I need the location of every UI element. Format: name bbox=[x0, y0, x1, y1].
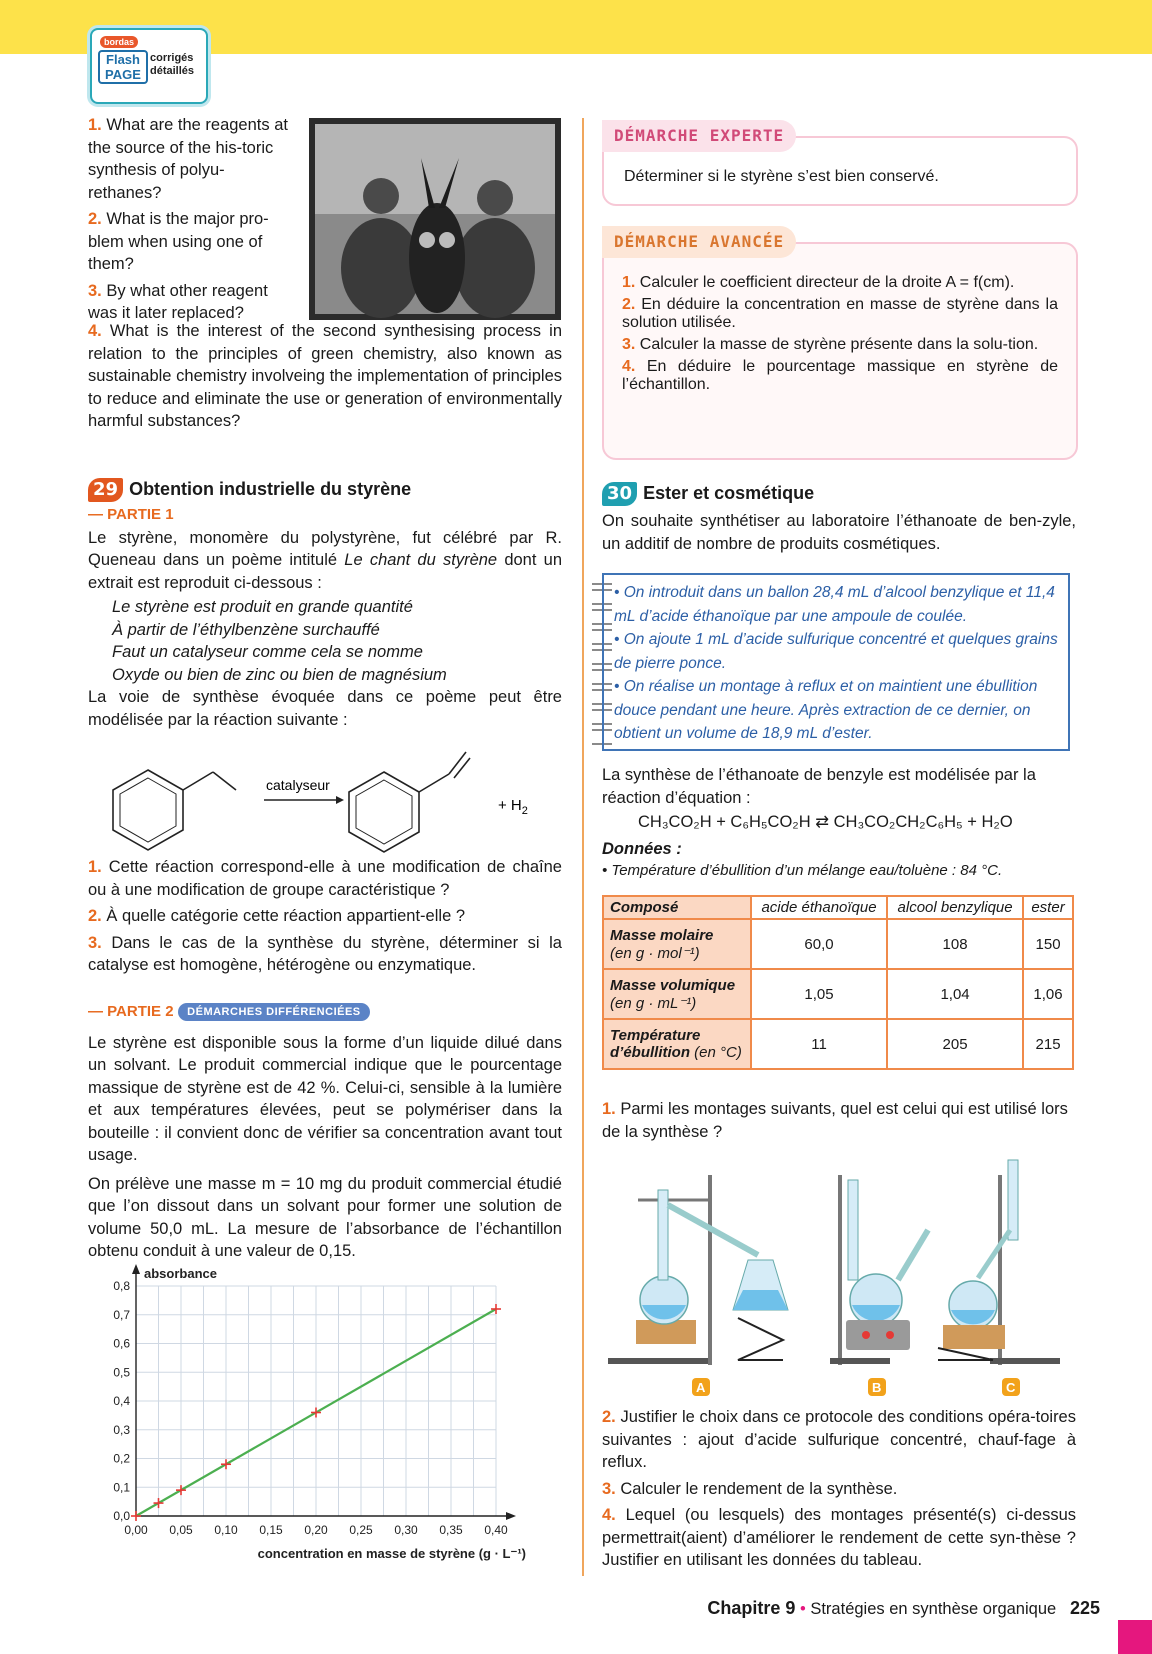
flash-page-logo: Flash PAGE bbox=[98, 50, 148, 84]
x-tick-label: 0,40 bbox=[484, 1523, 508, 1537]
x-tick-label: 0,30 bbox=[394, 1523, 418, 1537]
label-c: C bbox=[1006, 1380, 1016, 1395]
x-tick-label: 0,10 bbox=[214, 1523, 238, 1537]
page-corner-tab bbox=[1118, 1620, 1152, 1654]
chapter-label: Chapitre 9 bbox=[707, 1598, 796, 1618]
poem-excerpt: Le styrène est produit en grande quantité À partir de l’éthylbenzène surchauffé Faut un catalyseur comme cela se nomme Oxyde ou bien de zinc ou bien de magnésium bbox=[112, 598, 447, 684]
y-tick-label: 0,5 bbox=[113, 1365, 130, 1380]
data-table bbox=[602, 895, 1074, 1070]
question-4-green-chem: 4. What is the interest of the second synthesising process in relation to the principles of green chemistry, also known as sustainable chemistry involveing the implementation of principles to reduce and eliminate the use or generation of environmentally harmful substances? bbox=[88, 322, 562, 430]
data-point bbox=[311, 1408, 321, 1418]
x-tick-label: 0,15 bbox=[259, 1523, 283, 1537]
x-tick-label: 0,05 bbox=[169, 1523, 193, 1537]
x-axis-arrow bbox=[506, 1512, 516, 1520]
x-tick-label: 0,35 bbox=[439, 1523, 463, 1537]
setup-a bbox=[608, 1175, 788, 1365]
y-tick-label: 0,3 bbox=[113, 1422, 130, 1437]
badge-caption: corrigés détaillés bbox=[150, 52, 195, 77]
page-footer: Chapitre 9 • Stratégies en synthèse organique 225 bbox=[707, 1598, 1100, 1618]
data-point bbox=[491, 1304, 501, 1314]
table-row: Masse molaire (en g · mol⁻¹) 60,0 108 150 bbox=[603, 919, 1073, 969]
y-tick-label: 0,2 bbox=[113, 1451, 130, 1466]
demarches-pill: DÉMARCHES DIFFÉRENCIÉES bbox=[178, 1003, 369, 1021]
table-row: Température d’ébullition (en °C) 11 205 215 bbox=[603, 1019, 1073, 1069]
h2-label: + $H_2$ bbox=[498, 797, 528, 817]
exercise-number: 29 bbox=[88, 478, 123, 502]
setup-c bbox=[938, 1160, 1060, 1365]
column-divider bbox=[582, 118, 584, 1576]
demarche-avancee-title: DÉMARCHE AVANCÉE bbox=[602, 226, 796, 258]
y-axis-title: absorbance bbox=[144, 1266, 217, 1281]
exercise-30: 30 Ester et cosmétique On souhaite synthétiser au laboratoire l’éthanoate de ben-zyle, un additif de nombre de produits cosmétiques. bbox=[602, 483, 1076, 553]
exercise-29: 29 Obtention industrielle du styrène — PARTIE 1 Le styrène, monomère du polystyrène, fut célébré par R. Queneau dans un poème intitulé Le chant du styrène dont un extrait est reproduit ci-dessous : Le styrène est produit en grande quantité À partir de l’éthylbenzène surchauffé Faut un catalyseur comme cela se nomme Oxyde ou bien de zinc ou bien de magnésium La voie de synthèse évoquée dans ce poème peut être modélisée par la réaction suivante : bbox=[88, 479, 563, 729]
x-axis-title: concentration en masse de styrène (g · L⁻¹) bbox=[257, 1546, 526, 1561]
chapter-title: Stratégies en synthèse organique bbox=[810, 1600, 1057, 1618]
label-a: A bbox=[696, 1380, 706, 1395]
exercise-29-heading: 29 Obtention industrielle du styrène bbox=[88, 478, 562, 502]
y-tick-label: 0,4 bbox=[113, 1394, 130, 1408]
y-tick-label: 0,8 bbox=[113, 1279, 130, 1293]
exercise-30-heading: 30 Ester et cosmétique bbox=[602, 482, 1076, 506]
exercise-number: 30 bbox=[602, 482, 637, 506]
catalyst-label: catalyseur bbox=[266, 777, 330, 793]
x-tick-label: 0,20 bbox=[304, 1523, 328, 1537]
demarche-avancee-box bbox=[602, 242, 1078, 460]
y-tick-label: 0,0 bbox=[113, 1509, 130, 1523]
lab-setups-illustration bbox=[598, 1160, 1078, 1400]
x-tick-label: 0,25 bbox=[349, 1523, 373, 1537]
label-b: B bbox=[872, 1380, 882, 1395]
reaction-equation: CH₃CO₂H + C₆H₅CO₂H ⇄ CH₃CO₂CH₂C₆H₅ + H₂O bbox=[638, 813, 1013, 831]
exercise-30-questions: 2. Justifier le choix dans ce protocole des conditions opéra-toires suivantes : ajout d’acide sulfurique concentré, chauf-fage à reflux. 3. Calculer le rendement de la synthèse. 4. Lequel (ou lesquels) des montages présenté(s) ci-dessus permettrait(aient) d’améliorer le rendement de cette syn-thèse ? Justifier en utilisant les données du tableau. bbox=[602, 1408, 1077, 1569]
setup-labels bbox=[692, 1378, 1020, 1396]
absorbance-chart bbox=[96, 1266, 566, 1568]
x-tick-label: 0,00 bbox=[124, 1523, 148, 1537]
y-tick-label: 0,1 bbox=[113, 1480, 130, 1495]
y-tick-label: 0,7 bbox=[113, 1307, 130, 1322]
partie-1-label: — PARTIE 1 bbox=[88, 506, 174, 523]
table-header: Composé acide éthanoïque alcool benzylique ester bbox=[603, 896, 1073, 919]
historic-gas-mask-photo bbox=[309, 118, 561, 320]
table-row: Masse volumique (en g · mL⁻¹) 1,05 1,04 1,06 bbox=[603, 969, 1073, 1019]
demarche-experte-title: DÉMARCHE EXPERTE bbox=[602, 120, 796, 152]
equation-section: La synthèse de l’éthanoate de benzyle est modélisée par la réaction d’équation : CH₃CO₂H + C₆H₅CO₂H ⇄ CH₃CO₂CH₂C₆H₅ + H₂O Données : • Température d’ébullition d’un mélange eau/toluène : 84 °C. bbox=[602, 764, 1076, 883]
y-axis-arrow bbox=[132, 1264, 140, 1274]
exercise-30-q1: 1. Parmi les montages suivants, quel est celui qui est utilisé lors de la synthèse ? bbox=[602, 1100, 1068, 1141]
demarche-experte-box: Déterminer si le styrène s’est bien conservé. bbox=[602, 136, 1078, 206]
y-tick-label: 0,6 bbox=[113, 1336, 130, 1351]
exercise-29-questions: 1. Cette réaction correspond-elle à une modification de chaîne ou à une modification de groupe caractéristique ? 2. À quelle catégorie cette réaction appartient-elle ? 3. Dans le cas de la synthèse du styrène, déterminer si la catalyse est homogène, hétérogène ou enzymatique. bbox=[88, 858, 562, 974]
data-point bbox=[176, 1485, 186, 1495]
partie-2: — PARTIE 2 DÉMARCHES DIFFÉRENCIÉES Le styrène est disponible sous la forme d’un liquide dilué dans un solvant. Le produit commercial indique que le pourcentage massique de styrène est de 42 %. Celui-ci, sensible à la lumière et aux températures élevées, peut se polymériser dans la bouteille : il convient donc de vérifier sa concentration avant tout usage. On prélève une masse m = 10 mg du produit commercial étudié que l’on dissout dans un solvant pour former une solution de volume 50,0 mL. La mesure de l’absorbance de l’échantillon obtenu conduit à une valeur de 0,15. bbox=[88, 1003, 562, 1260]
data-point bbox=[221, 1459, 231, 1469]
page-number: 225 bbox=[1069, 1598, 1100, 1618]
data-point bbox=[154, 1498, 164, 1508]
protocol-notebook: • On introduit dans un ballon 28,4 mL d’alcool benzylique et 11,4 mL d’acide éthanoïque par une ampoule de coulée. • On ajoute 1 mL d’acide sulfurique concentré et quelques grains de pierre ponce. • On réalise un montage à reflux et on maintient une ébullition douce pendant une heure. Après extraction de ce dernier, on obtient un volume de 18,9 mL d’ester. bbox=[602, 573, 1070, 751]
flash-page-badge[interactable] bbox=[90, 28, 208, 104]
bordas-logo: bordas bbox=[100, 36, 138, 48]
data-point bbox=[131, 1511, 141, 1521]
setup-b bbox=[830, 1175, 928, 1365]
left-questions-short: 1. What are the reagents at the source of the his-toric synthesis of polyu-rethanes? 2. What is the major pro-blem when using one of them? 3. By what other reagent was it later replaced? bbox=[88, 116, 288, 322]
demarche-avancee-list: 1. Calculer le coefficient directeur de la droite A = f(cm). 2. En déduire la concentration en masse de styrène dans la solution utilisée. 3. Calculer la masse de styrène présente dans la solu-tion. 4. En déduire le pourcentage massique en styrène de l’échantillon. bbox=[622, 274, 1058, 393]
styrene-reaction-scheme bbox=[108, 760, 548, 860]
